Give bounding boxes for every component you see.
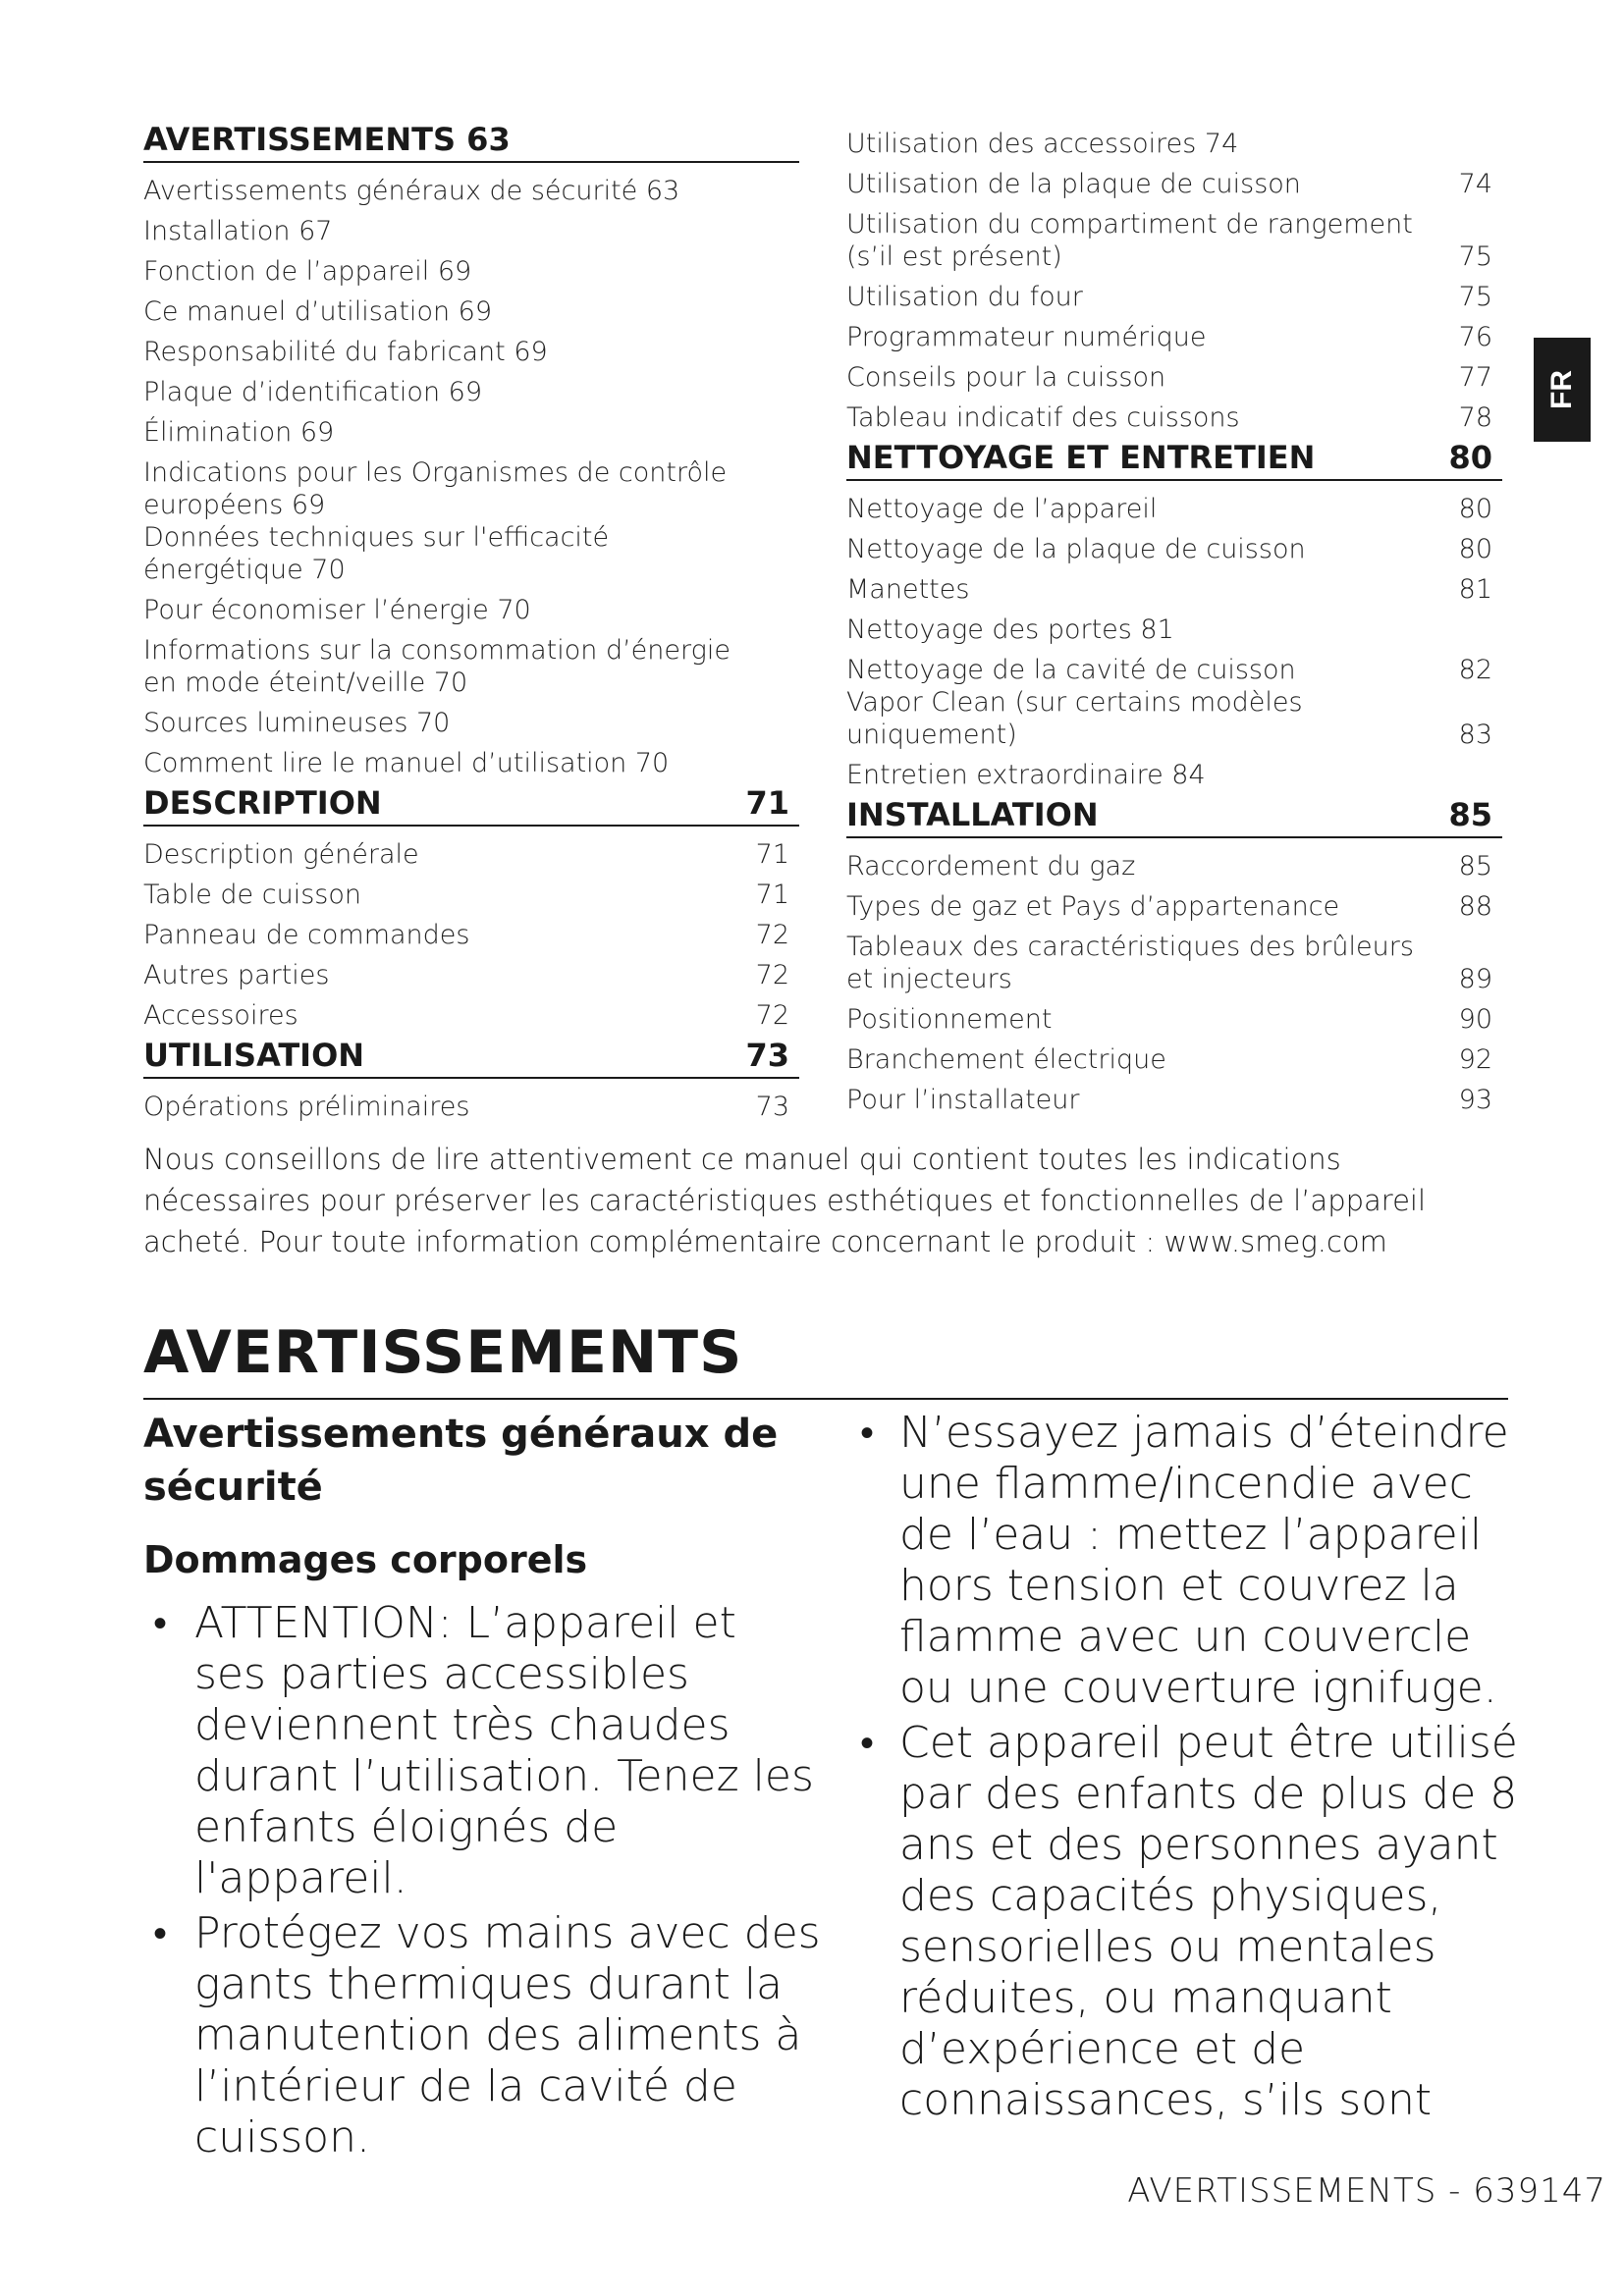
toc-page-number: 74	[1458, 169, 1492, 199]
bullet-icon: •	[153, 1601, 168, 1646]
toc-entry	[143, 368, 799, 408]
toc-entry-title: Comment lire le manuel d’utilisation 70	[143, 748, 670, 778]
section-heading: Avertissements généraux de sécurité	[143, 1412, 779, 1510]
toc-entry-title: Tableau indicatif des cuissons	[846, 402, 1240, 433]
bullet-icon: •	[860, 1411, 875, 1456]
toc-entry-title: Installation 67	[143, 216, 333, 246]
toc-entry-title: Raccordement du gaz	[846, 851, 1136, 881]
list-item-text: Protégez vos mains avec des gants thermiques durant la manutention des aliments à l’intérieur de la cavité de cuisson.	[194, 1908, 821, 2163]
language-tab-label: FR	[1545, 370, 1578, 409]
toc-entry-title: Responsabilité du fabricant 69	[143, 337, 548, 367]
toc-entry-title: Opérations préliminaires	[143, 1092, 470, 1122]
toc-section-heading	[143, 120, 799, 163]
toc-entry-title: Description générale	[143, 839, 419, 870]
toc-entry-title: Positionnement	[846, 1004, 1053, 1035]
toc-entry-title: Utilisation de la plaque de cuisson	[846, 169, 1301, 199]
toc-entry-title: Pour économiser l’énergie 70	[143, 595, 531, 625]
toc-page-number: 77	[1458, 362, 1492, 393]
toc-entry-title: Tableaux des caractéristiques des brûleurs et injecteurs	[846, 932, 1414, 994]
toc-page-number: 83	[1458, 720, 1492, 750]
toc-entry-title: Ce manuel d’utilisation 69	[143, 296, 493, 327]
toc-entry	[143, 911, 799, 951]
list-item-text: N’essayez jamais d’éteindre une flamme/incendie avec de l’eau : mettez l’appareil hors tension et couvrez la flamme avec un couvercle ou une couverture ignifuge.	[899, 1408, 1509, 1713]
toc-entry	[846, 313, 1502, 353]
intro-paragraph: Nous conseillons de lire attentivement ce manuel qui contient toutes les indications nécessaires pour préserver les caractéristiques esthétiques et fonctionnelles de l’appareil acheté. Pour toute information complémentaire concernant le produit : www.smeg.com	[143, 1143, 1427, 1258]
toc-entry-title: INSTALLATION	[846, 796, 1099, 833]
list-item	[850, 1718, 1518, 2126]
content-left-column	[143, 1408, 821, 2167]
toc-entry-title: Informations sur la consommation d’énergie en mode éteint/veille 70	[143, 635, 731, 698]
toc-page-number: 78	[1458, 402, 1492, 433]
toc-entry-title: Indications pour les Organismes de contrôle européens 69	[143, 457, 728, 520]
toc-entry	[846, 525, 1502, 565]
toc-entry	[143, 207, 799, 247]
toc-entry	[846, 882, 1502, 923]
toc-entry	[143, 699, 799, 739]
toc-entry-title: Table de cuisson	[143, 880, 361, 910]
toc-entry-title: NETTOYAGE ET ENTRETIEN	[846, 439, 1316, 476]
toc-page-number: 82	[1458, 655, 1492, 685]
toc-entry-title: DESCRIPTION	[143, 784, 382, 822]
toc-page-number: 85	[1448, 796, 1492, 833]
toc-entry-title: Nettoyage des portes 81	[846, 614, 1174, 645]
toc-entry	[846, 646, 1502, 686]
toc-page-number: 80	[1458, 494, 1492, 524]
toc-entry-title: Nettoyage de l’appareil	[846, 494, 1158, 524]
toc-section-heading	[846, 438, 1502, 481]
toc-page-number: 72	[755, 1000, 789, 1031]
toc-entry	[846, 1076, 1502, 1116]
toc-entry	[143, 871, 799, 911]
page-footer: AVERTISSEMENTS - 639147	[1127, 2171, 1606, 2211]
toc-page-number: 90	[1458, 1004, 1492, 1035]
toc-entry-title: Branchement électrique	[846, 1044, 1166, 1075]
toc-entry	[143, 247, 799, 288]
list-item-text: Cet appareil peut être utilisé par des enfants de plus de 8 ans et des personnes ayant des capacités physiques, sensorielles ou mentales réduites, ou manquant d’expérience et de connaissances, s’ils sont	[899, 1718, 1518, 2125]
toc-section-heading	[143, 783, 799, 827]
toc-page-number: 93	[1458, 1085, 1492, 1115]
toc-entry	[846, 273, 1502, 313]
list-item	[850, 1408, 1518, 1714]
toc-entry-title: Programmateur numérique	[846, 322, 1207, 352]
language-tab	[1534, 338, 1591, 442]
toc-entry	[846, 200, 1502, 273]
toc-entry	[143, 739, 799, 779]
toc-entry	[143, 991, 799, 1032]
toc-entry-title: Nettoyage de la cavité de cuisson	[846, 655, 1296, 685]
toc-entry-title: Avertissements généraux de sécurité 63	[143, 176, 680, 206]
toc-entry	[846, 686, 1502, 751]
toc-entry-title: Sources lumineuses 70	[143, 708, 451, 738]
toc-entry-title: Fonction de l’appareil 69	[143, 256, 472, 287]
toc-page-number: 80	[1458, 534, 1492, 564]
toc-entry-title: Vapor Clean (sur certains modèles uniquement)	[846, 687, 1303, 750]
toc-entry-title: Panneau de commandes	[143, 920, 470, 950]
toc-page-number: 92	[1458, 1044, 1492, 1075]
toc-entry-title: UTILISATION	[143, 1037, 365, 1074]
toc-page-number: 88	[1458, 891, 1492, 922]
toc-page-number: 72	[755, 920, 789, 950]
list-item-text: ATTENTION: L’appareil et ses parties accessibles deviennent très chaudes durant l’utilisation. Tenez les enfants éloignés de l'appareil.	[194, 1598, 814, 1903]
toc-entry-title: Manettes	[846, 574, 970, 605]
toc-entry	[846, 485, 1502, 525]
toc-section-heading	[846, 795, 1502, 838]
toc-page-number: 71	[755, 880, 789, 910]
toc-entry	[143, 521, 799, 586]
subsection-heading: Dommages corporels	[143, 1538, 588, 1581]
toc-entry-title: AVERTISSEMENTS 63	[143, 121, 511, 158]
toc-section-heading	[143, 1036, 799, 1079]
toc-entry-title: Plaque d’identification 69	[143, 377, 483, 407]
toc-entry-title: Accessoires	[143, 1000, 298, 1031]
toc-entry	[143, 830, 799, 871]
toc-page-number: 73	[745, 1037, 789, 1074]
toc-entry-title: Utilisation du compartiment de rangement (s’il est présent)	[846, 209, 1413, 272]
toc-entry-title: Entretien extraordinaire 84	[846, 760, 1206, 790]
toc-entry-title: Nettoyage de la plaque de cuisson	[846, 534, 1306, 564]
content-right-column	[850, 1408, 1518, 2130]
toc-entry	[143, 167, 799, 207]
toc-entry-title: Utilisation des accessoires 74	[846, 129, 1239, 159]
toc-entry	[846, 1036, 1502, 1076]
toc-entry	[143, 586, 799, 626]
toc-page-number: 75	[1458, 241, 1492, 272]
toc-page-number: 81	[1458, 574, 1492, 605]
list-item	[143, 1908, 821, 2163]
bullet-list-left	[143, 1598, 821, 2163]
toc-page-number: 89	[1458, 964, 1492, 994]
toc-entry	[846, 394, 1502, 434]
toc-entry	[846, 842, 1502, 882]
toc-page-number: 71	[755, 839, 789, 870]
toc-entry	[846, 606, 1502, 646]
toc-entry	[846, 353, 1502, 394]
list-item	[143, 1598, 821, 1904]
toc-entry	[143, 288, 799, 328]
toc-entry-title: Pour l’installateur	[846, 1085, 1080, 1115]
toc-page-number: 72	[755, 960, 789, 990]
toc-entry-title: Données techniques sur l'efficacité énergétique 70	[143, 522, 610, 585]
toc-page-number: 76	[1458, 322, 1492, 352]
toc-entry	[846, 160, 1502, 200]
bullet-icon: •	[860, 1721, 875, 1766]
toc-page-number: 73	[755, 1092, 789, 1122]
toc-entry	[143, 626, 799, 699]
toc-entry	[846, 751, 1502, 791]
toc-entry	[143, 408, 799, 449]
toc-entry	[846, 995, 1502, 1036]
toc-right-column	[846, 120, 1502, 1116]
bullet-icon: •	[153, 1911, 168, 1956]
toc-page-number: 80	[1448, 439, 1492, 476]
toc-page-number: 75	[1458, 282, 1492, 312]
toc-entry	[143, 449, 799, 521]
page-title: AVERTISSEMENTS	[143, 1313, 1508, 1400]
toc-left-column	[143, 120, 799, 1123]
toc-entry-title: Autres parties	[143, 960, 330, 990]
toc-entry-title: Utilisation du four	[846, 282, 1083, 312]
toc-entry	[143, 328, 799, 368]
toc-entry	[846, 120, 1502, 160]
toc-page-number: 71	[745, 784, 789, 822]
toc-entry	[143, 951, 799, 991]
toc-entry-title: Élimination 69	[143, 417, 335, 448]
toc-entry-title: Types de gaz et Pays d’appartenance	[846, 891, 1340, 922]
toc-entry	[846, 923, 1502, 995]
toc-entry-title: Conseils pour la cuisson	[846, 362, 1166, 393]
toc-entry	[846, 565, 1502, 606]
bullet-list-right	[850, 1408, 1518, 2126]
toc-entry	[143, 1083, 799, 1123]
toc-page-number: 85	[1458, 851, 1492, 881]
